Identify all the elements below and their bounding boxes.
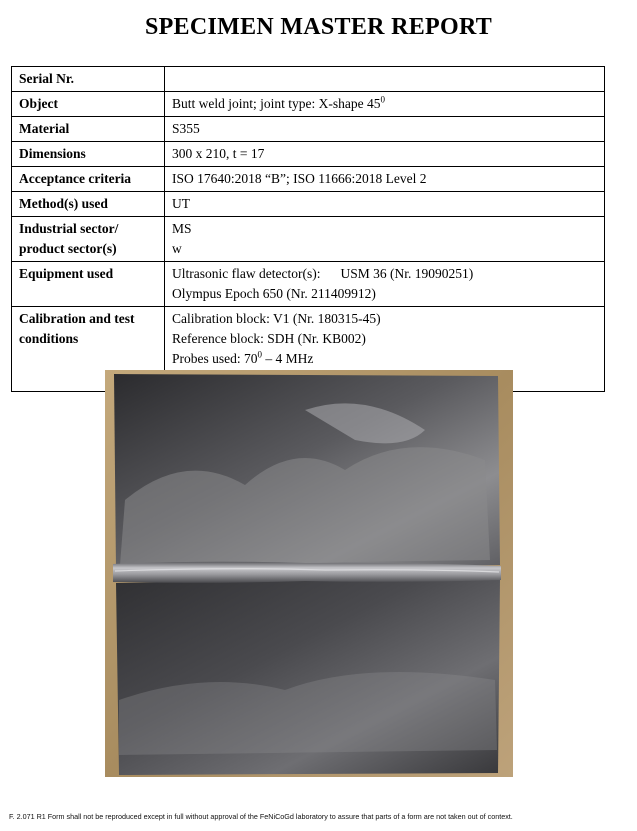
sector-label-line1: Industrial sector/ [19,221,119,236]
footer-note: F. 2.071 R1 Form shall not be reproduced except in full without approval of the FeNiCoGd laboratory to assure that parts of a form are not taken out of context. [9,812,513,821]
serial-label: Serial Nr. [12,67,165,92]
object-value-cell [165,92,605,117]
method-label: Method(s) used [12,192,165,217]
table-row-material [12,117,605,142]
sector-label-line2: product sector(s) [19,241,117,256]
acceptance-label: Acceptance criteria [12,167,165,192]
probes-degree: 0 [257,349,262,360]
calibration-line2: Reference block: SDH (Nr. KB002) [172,331,366,346]
object-label: Object [12,92,165,117]
weld-seam [113,562,501,583]
table-row-object [12,92,605,117]
probes-post: – 4 MHz [262,351,314,366]
material-label: Material [12,117,165,142]
sector-value-cell [165,217,605,262]
serial-value [165,67,605,92]
table-row-acceptance [12,167,605,192]
sector-value-line1: MS [172,221,192,236]
dimensions-label: Dimensions [12,142,165,167]
calibration-line1: Calibration block: V1 (Nr. 180315-45) [172,311,381,326]
equipment-line1-label: Ultrasonic flaw detector(s): [172,266,321,281]
table-row-dimensions [12,142,605,167]
calibration-line3 [172,349,598,369]
specimen-table [11,66,605,392]
specimen-photo [105,370,513,777]
dimensions-value: 300 x 210, t = 17 [165,142,605,167]
equipment-value-cell [165,262,605,307]
equipment-line2: Olympus Epoch 650 (Nr. 211409912) [172,286,376,301]
report-title: SPECIMEN MASTER REPORT [144,14,493,40]
table-row-sector [12,217,605,262]
table-row-method [12,192,605,217]
sector-label-cell [12,217,165,262]
object-value: Butt weld joint; joint type: X-shape 45 [172,96,381,111]
table-row-equipment [12,262,605,307]
method-value: UT [165,192,605,217]
calibration-label-line2: conditions [19,331,79,346]
probes-pre: Probes used: 70 [172,351,258,366]
sector-value-line2: w [172,241,182,256]
material-value: S355 [165,117,605,142]
table-row-serial [12,67,605,92]
object-degree: 0 [380,94,385,105]
equipment-label: Equipment used [12,262,165,307]
equipment-line1-value: USM 36 (Nr. 19090251) [340,266,474,281]
equipment-line1 [172,264,598,284]
acceptance-value: ISO 17640:2018 “B”; ISO 11666:2018 Level 2 [165,167,605,192]
calibration-label-line1: Calibration and test [19,311,135,326]
